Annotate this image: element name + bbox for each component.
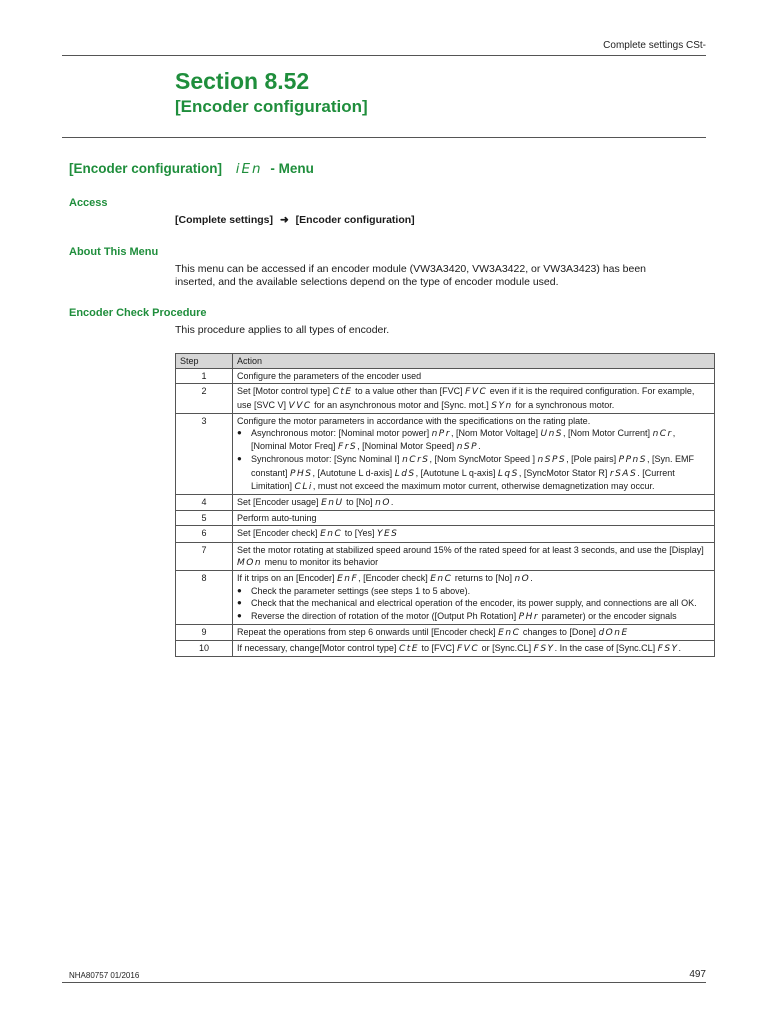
about-line: inserted, and the available selections depend on the type of encoder module used. [175,276,559,288]
param-code: EnC [430,574,453,585]
action-text: or [Sync.CL] [481,643,532,654]
procedure-intro: This procedure applies to all types of encoder. [175,324,390,336]
param-code: FVC [456,644,480,655]
param-code: PHS [290,468,313,479]
action-text: Asynchronous motor: [Nominal motor power] [251,428,430,439]
table-row [176,542,715,570]
table-row [176,413,715,494]
table-row [176,641,715,657]
param-code: nSP [456,442,479,453]
access-heading: Access [69,197,108,209]
action-text: If it trips on an [Encoder] [237,573,335,584]
bullet-list [237,585,710,623]
section-rule [62,137,706,138]
step-number: 8 [176,571,233,625]
param-code: nCrS [402,455,430,466]
param-code: FSY [533,644,555,655]
procedure-table [175,353,715,657]
action-text: to a value other than [FVC] [355,386,463,397]
list-item: ● Check the parameter settings (see steps 1 to 5 above). [237,585,710,597]
param-code: LqS [497,468,519,479]
param-code: PPnS [618,455,647,466]
access-path-to: [Encoder configuration] [295,214,415,226]
action-text: Set [Encoder check] [237,528,318,539]
section-number: Section 8.52 [175,68,310,94]
action-text: returns to [No] [454,573,512,584]
param-code: rSAS [609,468,638,479]
action-text: , [Autotune L q-axis] [415,467,496,478]
document-reference: NHA80757 01/2016 [69,971,140,980]
step-action: Perform auto-tuning [233,511,715,526]
step-number: 3 [176,413,233,494]
list-item: ● Check that the mechanical and electrical operation of the encoder, its power supply, and connections are all OK. [237,597,710,609]
param-code: FVC [465,387,488,398]
param-code: EnC [320,529,343,540]
action-text: , [SyncMotor Stator R] [518,467,608,478]
action-text: to [No] [346,497,373,508]
list-item [237,610,710,623]
param-code: dOnE [598,627,629,638]
param-code: nPr [431,429,451,440]
param-code: EnC [498,627,521,638]
step-action [233,624,715,640]
about-heading: About This Menu [69,246,159,258]
step-action [233,526,715,542]
action-text: Synchronous motor: [Sync Nominal I] [251,454,400,465]
action-text: , [Nom Motor Current] [563,428,651,439]
action-text: changes to [Done] [522,626,596,637]
action-text [237,572,710,585]
action-column-header: Action [233,354,715,369]
menu-code: iEn [235,161,263,177]
step-action [233,384,715,413]
bullet-list [237,427,710,493]
param-code: YES [376,529,399,540]
action-text: , [Syn. EMF constant] [251,454,694,478]
param-code: FSY [657,644,679,655]
step-action [233,542,715,570]
param-code: nSPS [537,455,567,466]
header-rule [62,55,706,56]
page-number: 497 [689,969,706,980]
step-number: 10 [176,641,233,657]
step-number: 2 [176,384,233,413]
action-text: for a synchronous motor. [515,399,615,410]
step-number: 9 [176,624,233,640]
menu-suffix: - Menu [270,161,314,176]
access-path [175,214,415,227]
list-item [237,453,710,493]
action-text: parameter) or the encoder signals [541,610,677,621]
table-row [176,624,715,640]
action-text: , [Pole pairs] [566,454,617,465]
step-number: 7 [176,542,233,570]
action-text: . [678,643,682,654]
param-code: CtE [332,387,353,398]
action-text: even if it is the required configuration. For example, use [SVC V] [237,386,695,410]
step-action [233,495,715,511]
step-number: 4 [176,495,233,511]
param-code: nO [375,498,391,509]
step-number: 1 [176,369,233,384]
action-text: . [478,441,481,452]
step-action [233,413,715,494]
table-row [176,369,715,384]
action-text: Set the motor rotating at stabilized speed around 15% of the rated speed for at least 3 seconds, and use the [Display] [237,544,704,555]
table-row [176,495,715,511]
procedure-heading: Encoder Check Procedure [69,307,207,319]
param-code: MOn [237,557,263,568]
param-code: CLi [294,481,313,492]
param-code: PHr [518,611,540,622]
action-text: menu to monitor its behavior [264,556,379,567]
step-number: 5 [176,511,233,526]
step-action [233,571,715,625]
action-text: , [Nom SyncMotor Speed ] [429,454,536,465]
step-action [233,641,715,657]
action-text: . [530,573,533,584]
action-text: Repeat the operations from step 6 onwards until [Encoder check] [237,626,496,637]
action-text: , [Nominal Motor Speed] [357,441,455,452]
param-code: VVC [288,400,312,411]
action-text: Set [Motor control type] [237,386,331,397]
action-text: . [Current Limitation] [251,467,675,491]
menu-heading [69,161,314,177]
param-code: CtE [398,644,419,655]
access-path-from: [Complete settings] [175,214,274,226]
about-line: This menu can be accessed if an encoder module (VW3A3420, VW3A3422, or VW3A3423) has been [175,263,647,275]
action-text: Set [Encoder usage] [237,497,319,508]
action-text: Reverse the direction of rotation of the motor ([Output Ph Rotation] [251,610,517,621]
param-code: EnF [337,574,359,585]
table-row [176,511,715,526]
table-row [176,526,715,542]
table-row [176,384,715,413]
action-text: , [Nominal Motor Freq] [251,428,676,452]
param-code: FrS [338,442,358,453]
action-text: to [FVC] [421,643,455,654]
action-text: . In the case of [Sync.CL] [554,643,656,654]
param-code: EnU [321,498,344,509]
action-text: to [Yes] [344,528,375,539]
about-text [175,263,646,289]
list-item [237,427,710,453]
action-text: . [390,497,394,508]
param-code: LdS [394,468,416,479]
action-text: , [Autotune L d-axis] [312,467,393,478]
action-text: Configure the motor parameters in accordance with the specifications on the rating plate. [237,415,591,426]
footer-rule [62,982,706,983]
right-arrow-icon: ➜ [279,214,289,226]
action-text: , [Nom Motor Voltage] [450,428,538,439]
menu-name: [Encoder configuration] [69,161,222,176]
action-text: , [Encoder check] [358,573,428,584]
param-code: SYn [491,400,513,411]
table-row [176,571,715,625]
section-title: [Encoder configuration] [175,97,368,116]
table-header-row [176,354,715,369]
action-text: If necessary, change[Motor control type] [237,643,397,654]
action-text: , must not exceed the maximum motor current, otherwise demagnetization may occur. [312,480,655,491]
action-text: for an asynchronous motor and [Sync. mot.] [314,399,489,410]
step-column-header: Step [176,354,233,369]
running-header: Complete settings CSt- [603,40,706,51]
step-action: Configure the parameters of the encoder used [233,369,715,384]
step-number: 6 [176,526,233,542]
param-code: nO [514,574,531,585]
param-code: UnS [540,429,564,440]
param-code: nCr [652,429,673,440]
